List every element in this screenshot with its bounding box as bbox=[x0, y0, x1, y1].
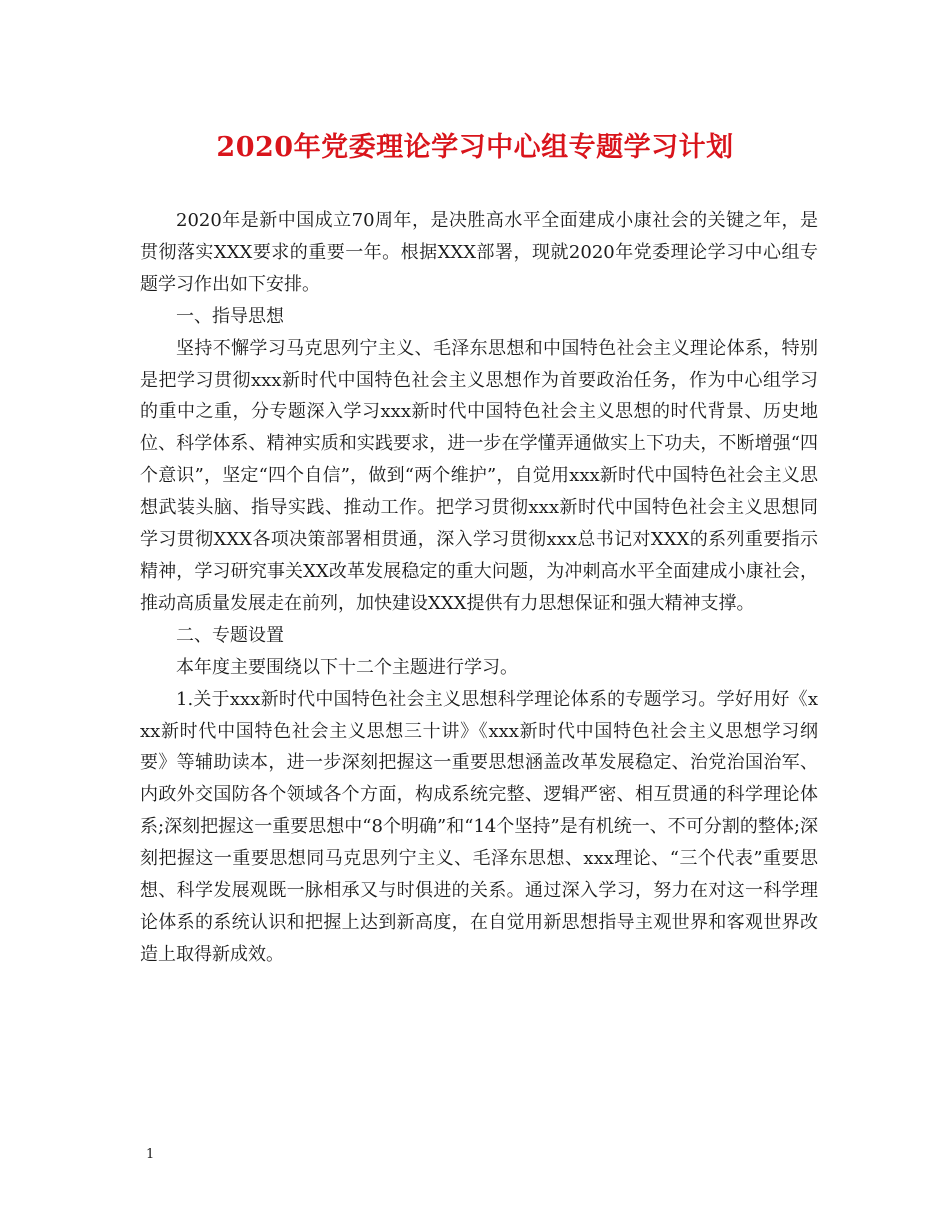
section-heading-topic-setting: 二、专题设置 bbox=[176, 624, 284, 646]
topic-1-paragraph: 1.关于xxx新时代中国特色社会主义思想科学理论体系的专题学习。学好用好《xxx新时代中国特色社会主义思想三十讲》《xxx新时代中国特色社会主义思想学习纲要》等辅助读本，进一步深刻把握这一重要思想涵盖改革发展稳定、治党治国治军、内政外交国防各个领域各个方面，构成系统完整、逻辑严密、相互贯通的科学理论体系;深刻把握这一重要思想中“8个明确”和“14个坚持”是有机统一、不可分割的整体;深刻把握这一重要思想同马克思列宁主义、毛泽东思想、xxx理论、“三个代表”重要思想、科学发展观既一脉相承又与时俱进的关系。通过深入学习，努力在对这一科学理论体系的系统认识和把握上达到新高度，在自觉用新思想指导主观世界和客观世界改造上取得新成效。 bbox=[140, 688, 818, 965]
topic-intro-paragraph: 本年度主要围绕以下十二个主题进行学习。 bbox=[176, 656, 518, 678]
section-heading-guiding-ideology: 一、指导思想 bbox=[176, 305, 284, 327]
document-body bbox=[140, 205, 818, 971]
page-number: 1 bbox=[146, 1147, 155, 1162]
guiding-ideology-paragraph: 坚持不懈学习马克思列宁主义、毛泽东思想和中国特色社会主义理论体系，特别是把学习贯彻xxx新时代中国特色社会主义思想作为首要政治任务，作为中心组学习的重中之重，分专题深入学习xxx新时代中国特色社会主义思想的时代背景、历史地位、科学体系、精神实质和实践要求，进一步在学懂弄通做实上下功夫，不断增强“四个意识”，坚定“四个自信”，做到“两个维护”，自觉用xxx新时代中国特色社会主义思想武装头脑、指导实践、推动工作。把学习贯彻xxx新时代中国特色社会主义思想同学习贯彻XXX各项决策部署相贯通，深入学习贯彻xxx总书记对XXX的系列重要指示精神，学习研究事关XX改革发展稳定的重大问题，为冲刺高水平全面建成小康社会，推动高质量发展走在前列，加快建设XXX提供有力思想保证和强大精神支撑。 bbox=[140, 337, 818, 614]
document-title: 2020年党委理论学习中心组专题学习计划 bbox=[216, 132, 734, 163]
intro-paragraph: 2020年是新中国成立70周年，是决胜高水平全面建成小康社会的关键之年，是贯彻落实XXX要求的重要一年。根据XXX部署，现就2020年党委理论学习中心组专题学习作出如下安排。 bbox=[140, 210, 818, 295]
